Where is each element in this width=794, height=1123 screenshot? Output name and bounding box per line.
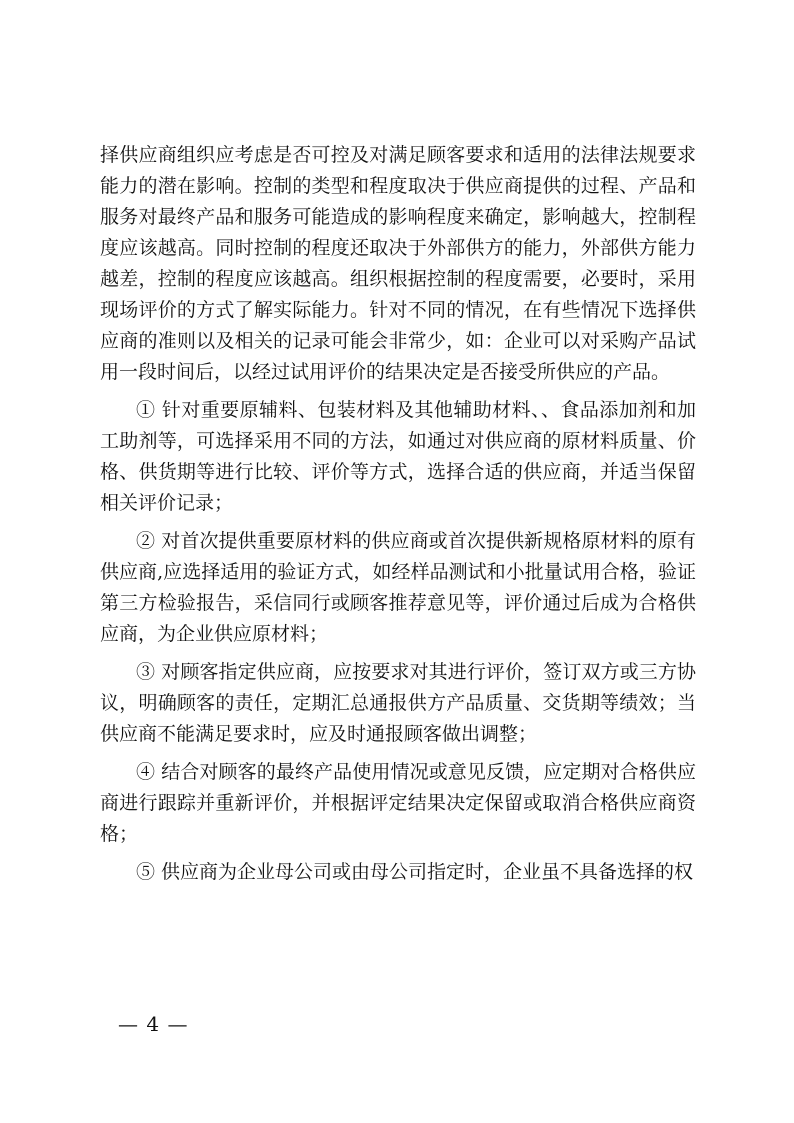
- page-number: — 4 —: [118, 1012, 189, 1036]
- paragraph-item-2: ② 对首次提供重要原材料的供应商或首次提供新规格原材料的原有供应商,应选择适用的验证方式，如经样品测试和小批量试用合格，验证第三方检验报告，采信同行或顾客推荐意见等，评价通过后成为合格供应商，为企业供应原材料；: [100, 530, 696, 645]
- paragraph-item-5: ⑤ 供应商为企业母公司或由母公司指定时，企业虽不具备选择的权: [136, 861, 694, 883]
- paragraph-supplier-control: 择供应商组织应考虑是否可控及对满足顾客要求和适用的法律法规要求能力的潜在影响。控制的类型和程度取决于供应商提供的过程、产品和服务对最终产品和服务可能造成的影响程度来确定，影响越大，控制程度应该越高。同时控制的程度还取决于外部供方的能力，外部供方能力越差，控制的程度应该越高。组织根据控制的程度需要，必要时，采用现场评价的方式了解实际能力。针对不同的情况，在有些情况下选择供应商的准则以及相关的记录可能会非常少，如：企业可以对采购产品试用一段时间后，以经过试用评价的结果决定是否接受所供应的产品。: [100, 144, 696, 383]
- document-body: [100, 140, 696, 895]
- paragraph-item-4: ④ 结合对顾客的最终产品使用情况或意见反馈，应定期对合格供应商进行跟踪并重新评价，并根据评定结果决定保留或取消合格供应商资格；: [100, 761, 696, 845]
- paragraph-item-3: ③ 对顾客指定供应商，应按要求对其进行评价，签订双方或三方协议，明确顾客的责任，定期汇总通报供方产品质量、交货期等绩效；当供应商不能满足要求时，应及时通报顾客做出调整；: [100, 661, 696, 745]
- paragraph-item-1: ① 针对重要原辅料、包装材料及其他辅助材料、、食品添加剂和加工助剂等，可选择采用不同的方法，如通过对供应商的原材料质量、价格、供货期等进行比较、评价等方式，选择合适的供应商，并适当保留相关评价记录；: [100, 399, 696, 514]
